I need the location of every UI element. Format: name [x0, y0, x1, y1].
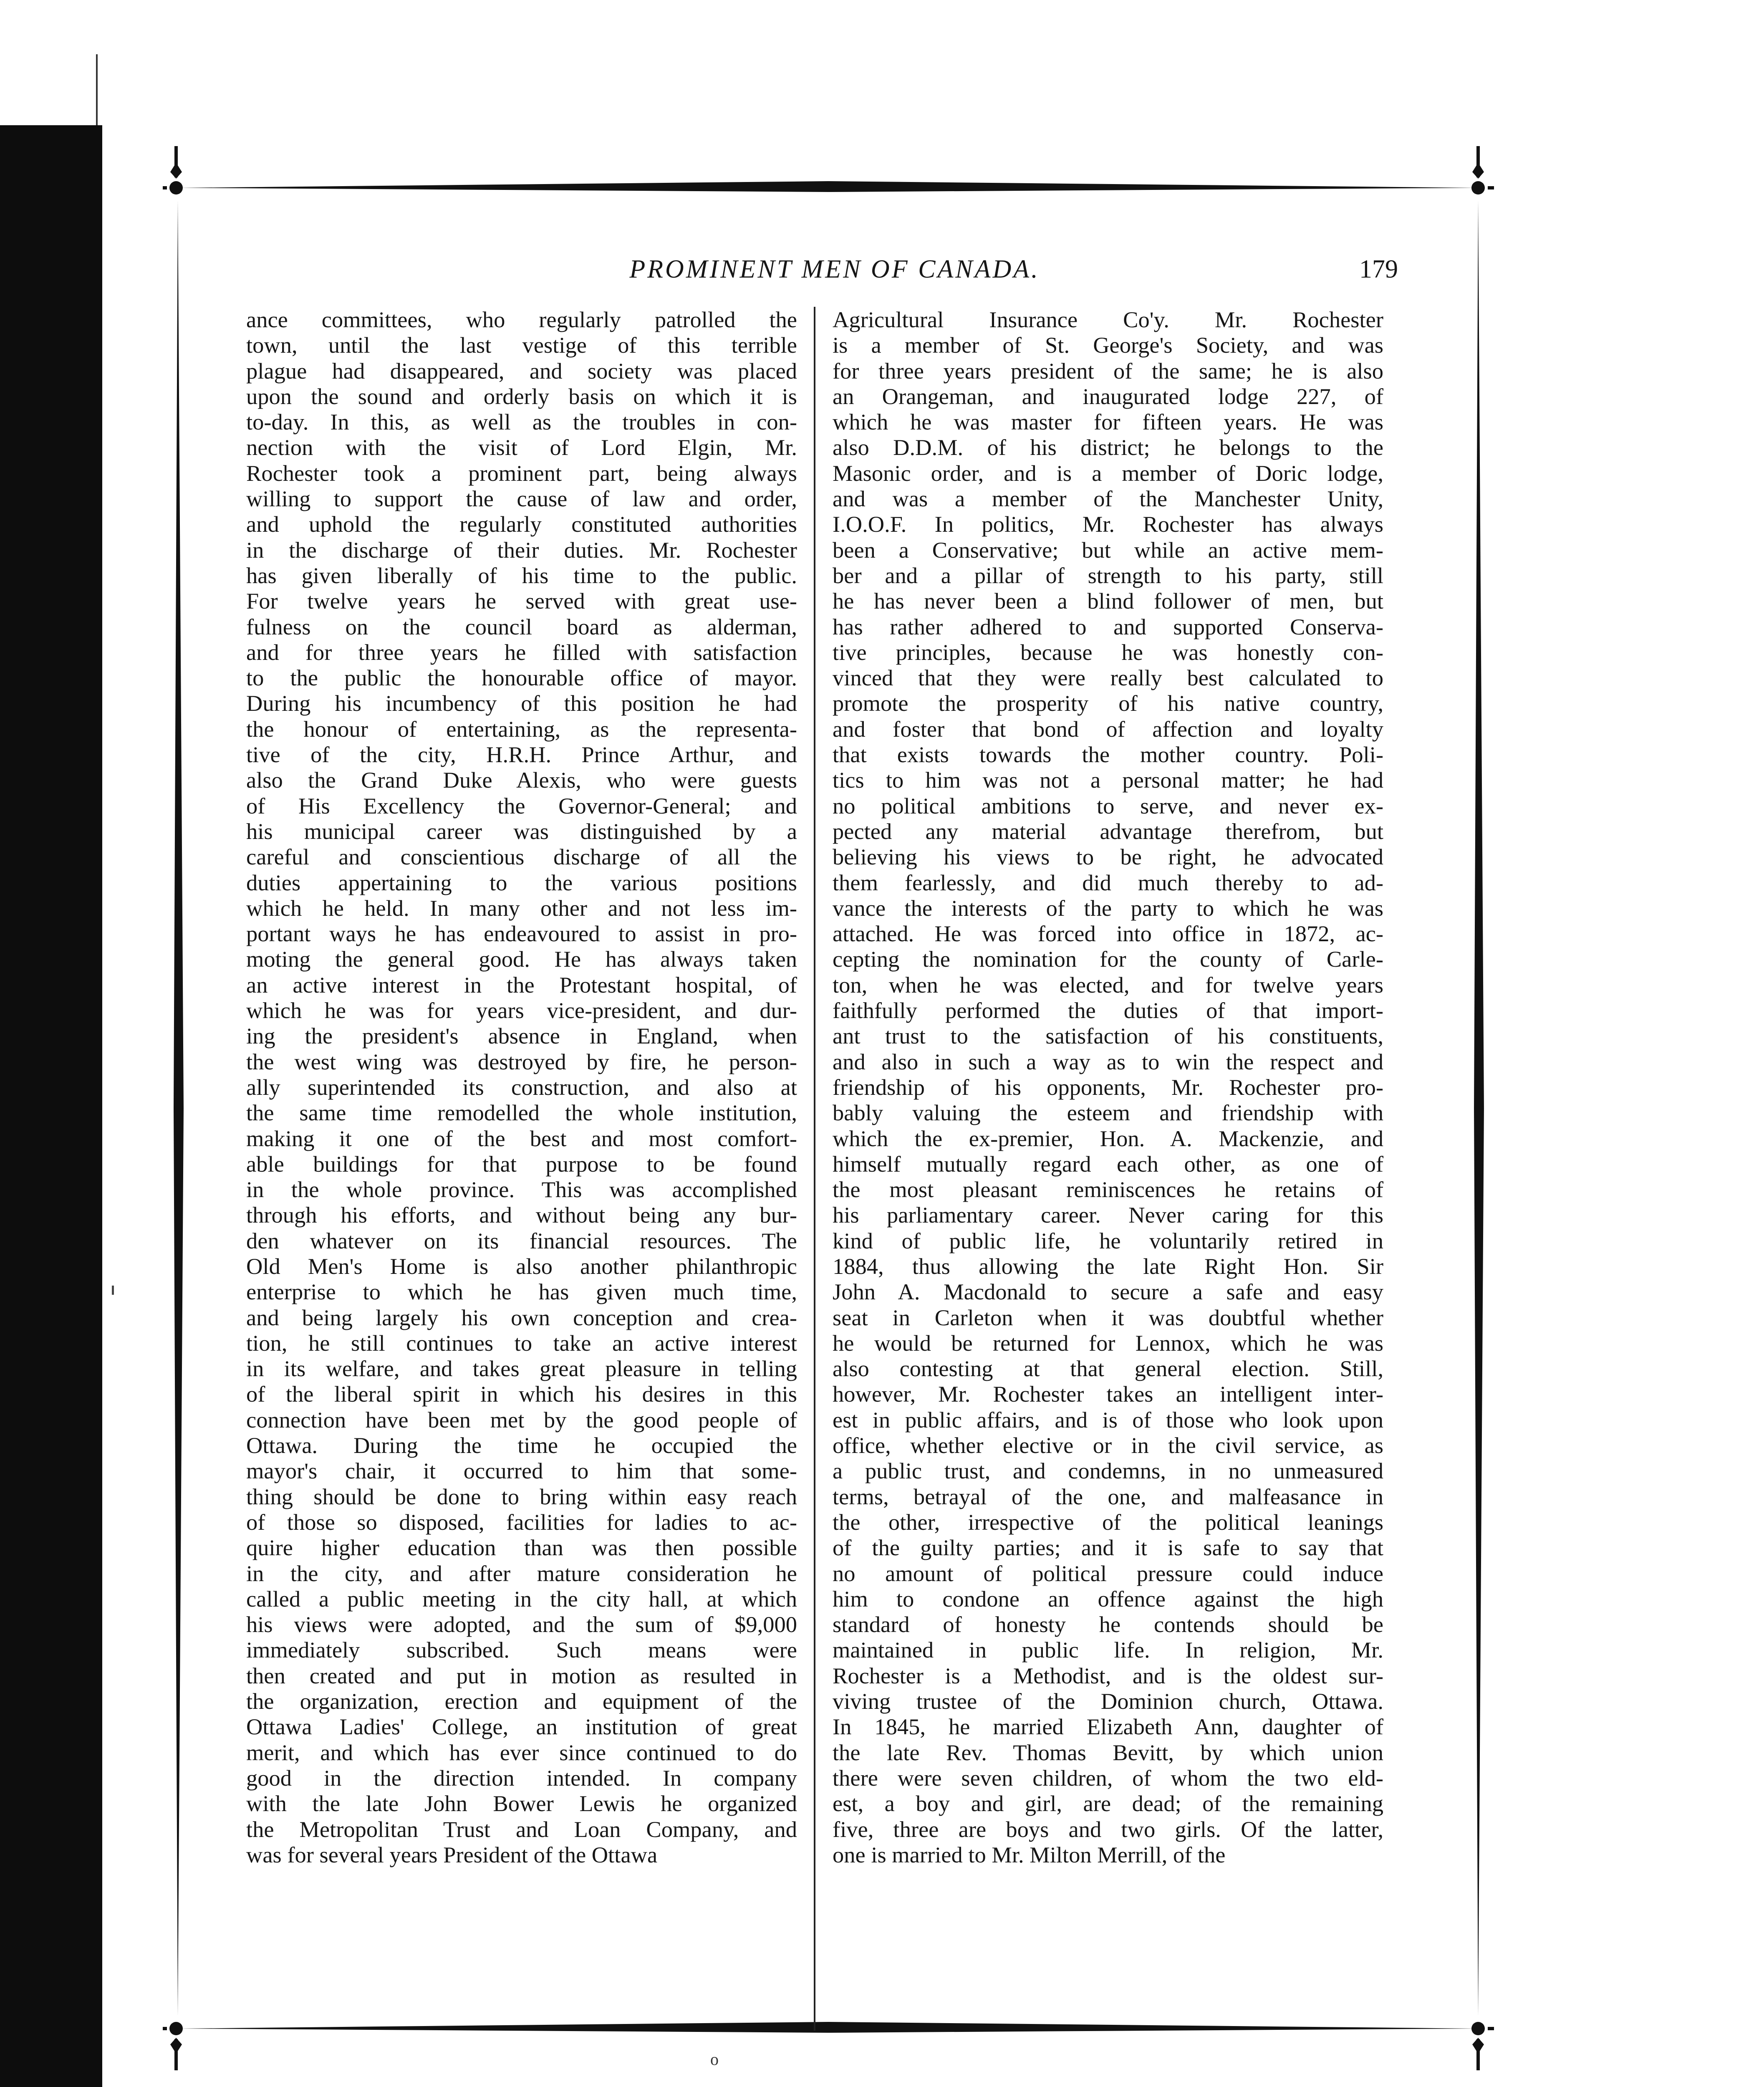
text-line: ing the president's absence in England, when	[246, 1023, 797, 1049]
text-line: tics to him was not a personal matter; he had	[833, 767, 1383, 793]
text-line: then created and put in motion as resulted in	[246, 1663, 797, 1688]
text-line: Rochester took a prominent part, being always	[246, 460, 797, 486]
text-line: ant trust to the satisfaction of his constituents,	[833, 1023, 1383, 1049]
text-line: duties appertaining to the various positions	[246, 869, 797, 895]
text-line: Ottawa Ladies' College, an institution of great	[246, 1714, 797, 1740]
text-line: careful and conscientious discharge of all the	[246, 844, 797, 870]
text-line: bably valuing the esteem and friendship with	[833, 1100, 1383, 1126]
text-line: with the late John Bower Lewis he organized	[246, 1791, 797, 1817]
text-line: a public trust, and condemns, in no unmeasured	[833, 1458, 1383, 1484]
text-line: the west wing was destroyed by fire, he person-	[246, 1049, 797, 1074]
text-line: mayor's chair, it occurred to him that some-	[246, 1458, 797, 1484]
text-line: the same time remodelled the whole institution,	[246, 1100, 797, 1126]
text-line: merit, and which has ever since continued to do	[246, 1739, 797, 1765]
text-line: which he was for years vice-president, and dur-	[246, 998, 797, 1023]
text-line: faithfully performed the duties of that import-	[833, 998, 1383, 1023]
text-line: in the city, and after mature consideration he	[246, 1560, 797, 1586]
text-line: friendship of his opponents, Mr. Rochester pro-	[833, 1074, 1383, 1100]
column-divider	[814, 307, 815, 2031]
text-line: himself mutually regard each other, as one of	[833, 1151, 1383, 1177]
text-line: vinced that they were really best calculated to	[833, 665, 1383, 691]
text-line: fulness on the council board as alderman,	[246, 614, 797, 639]
text-line: the late Rev. Thomas Bevitt, by which union	[833, 1739, 1383, 1765]
text-line: them fearlessly, and did much thereby to ad-	[833, 869, 1383, 895]
text-line: no political ambitions to serve, and never ex-	[833, 793, 1383, 819]
text-line: 1884, thus allowing the late Right Hon. Sir	[833, 1253, 1383, 1279]
text-line: pected any material advantage therefrom, but	[833, 818, 1383, 844]
text-line: an active interest in the Protestant hospital, of	[246, 972, 797, 998]
text-line: the organization, erection and equipment of the	[246, 1688, 797, 1714]
text-line: of His Excellency the Governor-General; and	[246, 793, 797, 819]
text-line: cepting the nomination for the county of Carle-	[833, 946, 1383, 972]
text-line: willing to support the cause of law and order,	[246, 486, 797, 512]
text-line: through his efforts, and without being any bur-	[246, 1202, 797, 1228]
text-line: he has never been a blind follower of men, but	[833, 588, 1383, 614]
running-head: PROMINENT MEN OF CANADA.	[629, 255, 1040, 283]
text-line: Agricultural Insurance Co'y. Mr. Rochester	[833, 307, 1383, 332]
text-line: able buildings for that purpose to be found	[246, 1151, 797, 1177]
text-line: the most pleasant reminiscences he retains of	[833, 1177, 1383, 1203]
text-line: is a member of St. George's Society, and was	[833, 332, 1383, 358]
text-line: est, a boy and girl, are dead; of the remaining	[833, 1791, 1383, 1817]
text-line: an Orangeman, and inaugurated lodge 227, of	[833, 383, 1383, 409]
text-line: in its welfare, and takes great pleasure in telling	[246, 1356, 797, 1382]
text-line: and being largely his own conception and crea-	[246, 1304, 797, 1330]
text-line: also contesting at that general election. Still,	[833, 1356, 1383, 1382]
text-line: to the public the honourable office of mayor.	[246, 665, 797, 691]
text-line: of those so disposed, facilities for ladies to ac-	[246, 1509, 797, 1535]
text-line: viving trustee of the Dominion church, Ottawa.	[833, 1688, 1383, 1714]
text-line: tive principles, because he was honestly con-	[833, 639, 1383, 665]
text-line: and was a member of the Manchester Unity,	[833, 486, 1383, 512]
text-line: quire higher education than was then possible	[246, 1535, 797, 1561]
text-line: standard of honesty he contends should be	[833, 1612, 1383, 1637]
text-line: ber and a pillar of strength to his party, still	[833, 562, 1383, 588]
text-line: immediately subscribed. Such means were	[246, 1637, 797, 1663]
text-line: no amount of political pressure could induce	[833, 1560, 1383, 1586]
text-line: ton, when he was elected, and for twelve years	[833, 972, 1383, 998]
text-line: the honour of entertaining, as the representa-	[246, 716, 797, 742]
scan-edge-line	[96, 54, 98, 125]
text-line: plague had disappeared, and society was placed	[246, 358, 797, 384]
page-number: 179	[1359, 255, 1398, 283]
text-line: to-day. In this, as well as the troubles in con-	[246, 409, 797, 435]
text-line: in the whole province. This was accomplished	[246, 1177, 797, 1203]
text-line: promote the prosperity of his native country,	[833, 690, 1383, 716]
text-line: the other, irrespective of the political leanings	[833, 1509, 1383, 1535]
text-line: and foster that bond of affection and loyalty	[833, 716, 1383, 742]
text-line: believing his views to be right, he advocated	[833, 844, 1383, 870]
text-line: which he was master for fifteen years. He was	[833, 409, 1383, 435]
text-line: his views were adopted, and the sum of $9,000	[246, 1612, 797, 1637]
text-line: also D.D.M. of his district; he belongs to the	[833, 435, 1383, 460]
text-line: that exists towards the mother country. Poli-	[833, 742, 1383, 768]
text-line: the Metropolitan Trust and Loan Company, and	[246, 1816, 797, 1842]
text-line: connection have been met by the good people of	[246, 1407, 797, 1433]
text-line: his parliamentary career. Never caring for this	[833, 1202, 1383, 1228]
text-line: his municipal career was distinguished by a	[246, 818, 797, 844]
text-line: making it one of the best and most comfort-	[246, 1125, 797, 1151]
text-line: tion, he still continues to take an active interest	[246, 1330, 797, 1356]
text-line: thing should be done to bring within easy reach	[246, 1483, 797, 1509]
text-line: for three years president of the same; he is also	[833, 358, 1383, 384]
text-line: enterprise to which he has given much time,	[246, 1279, 797, 1305]
text-line: est in public affairs, and is of those who look upon	[833, 1407, 1383, 1433]
text-line: and for three years he filled with satisfaction	[246, 639, 797, 665]
text-line: and also in such a way as to win the respect and	[833, 1049, 1383, 1074]
text-line: upon the sound and orderly basis on which it is	[246, 383, 797, 409]
footer-mark: o	[710, 2050, 719, 2069]
scan-speck	[112, 1286, 114, 1295]
text-line: maintained in public life. In religion, Mr.	[833, 1637, 1383, 1663]
text-line: terms, betrayal of the one, and malfeasance in	[833, 1483, 1383, 1509]
text-line: has rather adhered to and supported Conserva-	[833, 614, 1383, 639]
text-line: portant ways he has endeavoured to assist in pro-	[246, 921, 797, 947]
text-column-left	[246, 307, 797, 1867]
text-line: ance committees, who regularly patrolled the	[246, 307, 797, 332]
text-line: During his incumbency of this position he had	[246, 690, 797, 716]
text-line: five, three are boys and two girls. Of the latter,	[833, 1816, 1383, 1842]
text-line: Masonic order, and is a member of Doric lodge,	[833, 460, 1383, 486]
text-line: nection with the visit of Lord Elgin, Mr.	[246, 435, 797, 460]
scan-edge-shadow	[0, 125, 102, 2087]
text-line: vance the interests of the party to which he was	[833, 895, 1383, 921]
text-line: Ottawa. During the time he occupied the	[246, 1433, 797, 1458]
text-line: of the liberal spirit in which his desires in this	[246, 1381, 797, 1407]
text-line: Old Men's Home is also another philanthropic	[246, 1253, 797, 1279]
text-column-right	[833, 307, 1383, 1867]
text-line: which he held. In many other and not less im-	[246, 895, 797, 921]
text-line: which the ex-premier, Hon. A. Mackenzie, and	[833, 1125, 1383, 1151]
text-line: attached. He was forced into office in 1872, ac-	[833, 921, 1383, 947]
text-line: kind of public life, he voluntarily retired in	[833, 1228, 1383, 1253]
text-line: John A. Macdonald to secure a safe and easy	[833, 1279, 1383, 1305]
text-line: also the Grand Duke Alexis, who were guests	[246, 767, 797, 793]
text-line: there were seven children, of whom the two eld-	[833, 1765, 1383, 1791]
text-line: was for several years President of the Ottawa	[246, 1842, 658, 1867]
text-line: Rochester is a Methodist, and is the oldest sur-	[833, 1663, 1383, 1688]
text-line: one is married to Mr. Milton Merrill, of the	[833, 1842, 1226, 1867]
text-line: good in the direction intended. In company	[246, 1765, 797, 1791]
text-line: been a Conservative; but while an active mem-	[833, 537, 1383, 563]
text-line: I.O.O.F. In politics, Mr. Rochester has always	[833, 511, 1383, 537]
text-line: he would be returned for Lennox, which he was	[833, 1330, 1383, 1356]
text-line: him to condone an offence against the high	[833, 1586, 1383, 1612]
text-line: In 1845, he married Elizabeth Ann, daughter of	[833, 1714, 1383, 1740]
text-line: however, Mr. Rochester takes an intelligent inter-	[833, 1381, 1383, 1407]
text-line: and uphold the regularly constituted authorities	[246, 511, 797, 537]
text-line: moting the general good. He has always taken	[246, 946, 797, 972]
text-line: den whatever on its financial resources. The	[246, 1228, 797, 1253]
text-line: office, whether elective or in the civil service, as	[833, 1433, 1383, 1458]
text-line: in the discharge of their duties. Mr. Rochester	[246, 537, 797, 563]
text-line: has given liberally of his time to the public.	[246, 562, 797, 588]
text-line: of the guilty parties; and it is safe to say that	[833, 1535, 1383, 1561]
text-line: For twelve years he served with great use-	[246, 588, 797, 614]
text-line: town, until the last vestige of this terrible	[246, 332, 797, 358]
text-line: ally superintended its construction, and also at	[246, 1074, 797, 1100]
text-line: seat in Carleton when it was doubtful whether	[833, 1304, 1383, 1330]
text-line: tive of the city, H.R.H. Prince Arthur, and	[246, 742, 797, 768]
text-line: called a public meeting in the city hall, at which	[246, 1586, 797, 1612]
